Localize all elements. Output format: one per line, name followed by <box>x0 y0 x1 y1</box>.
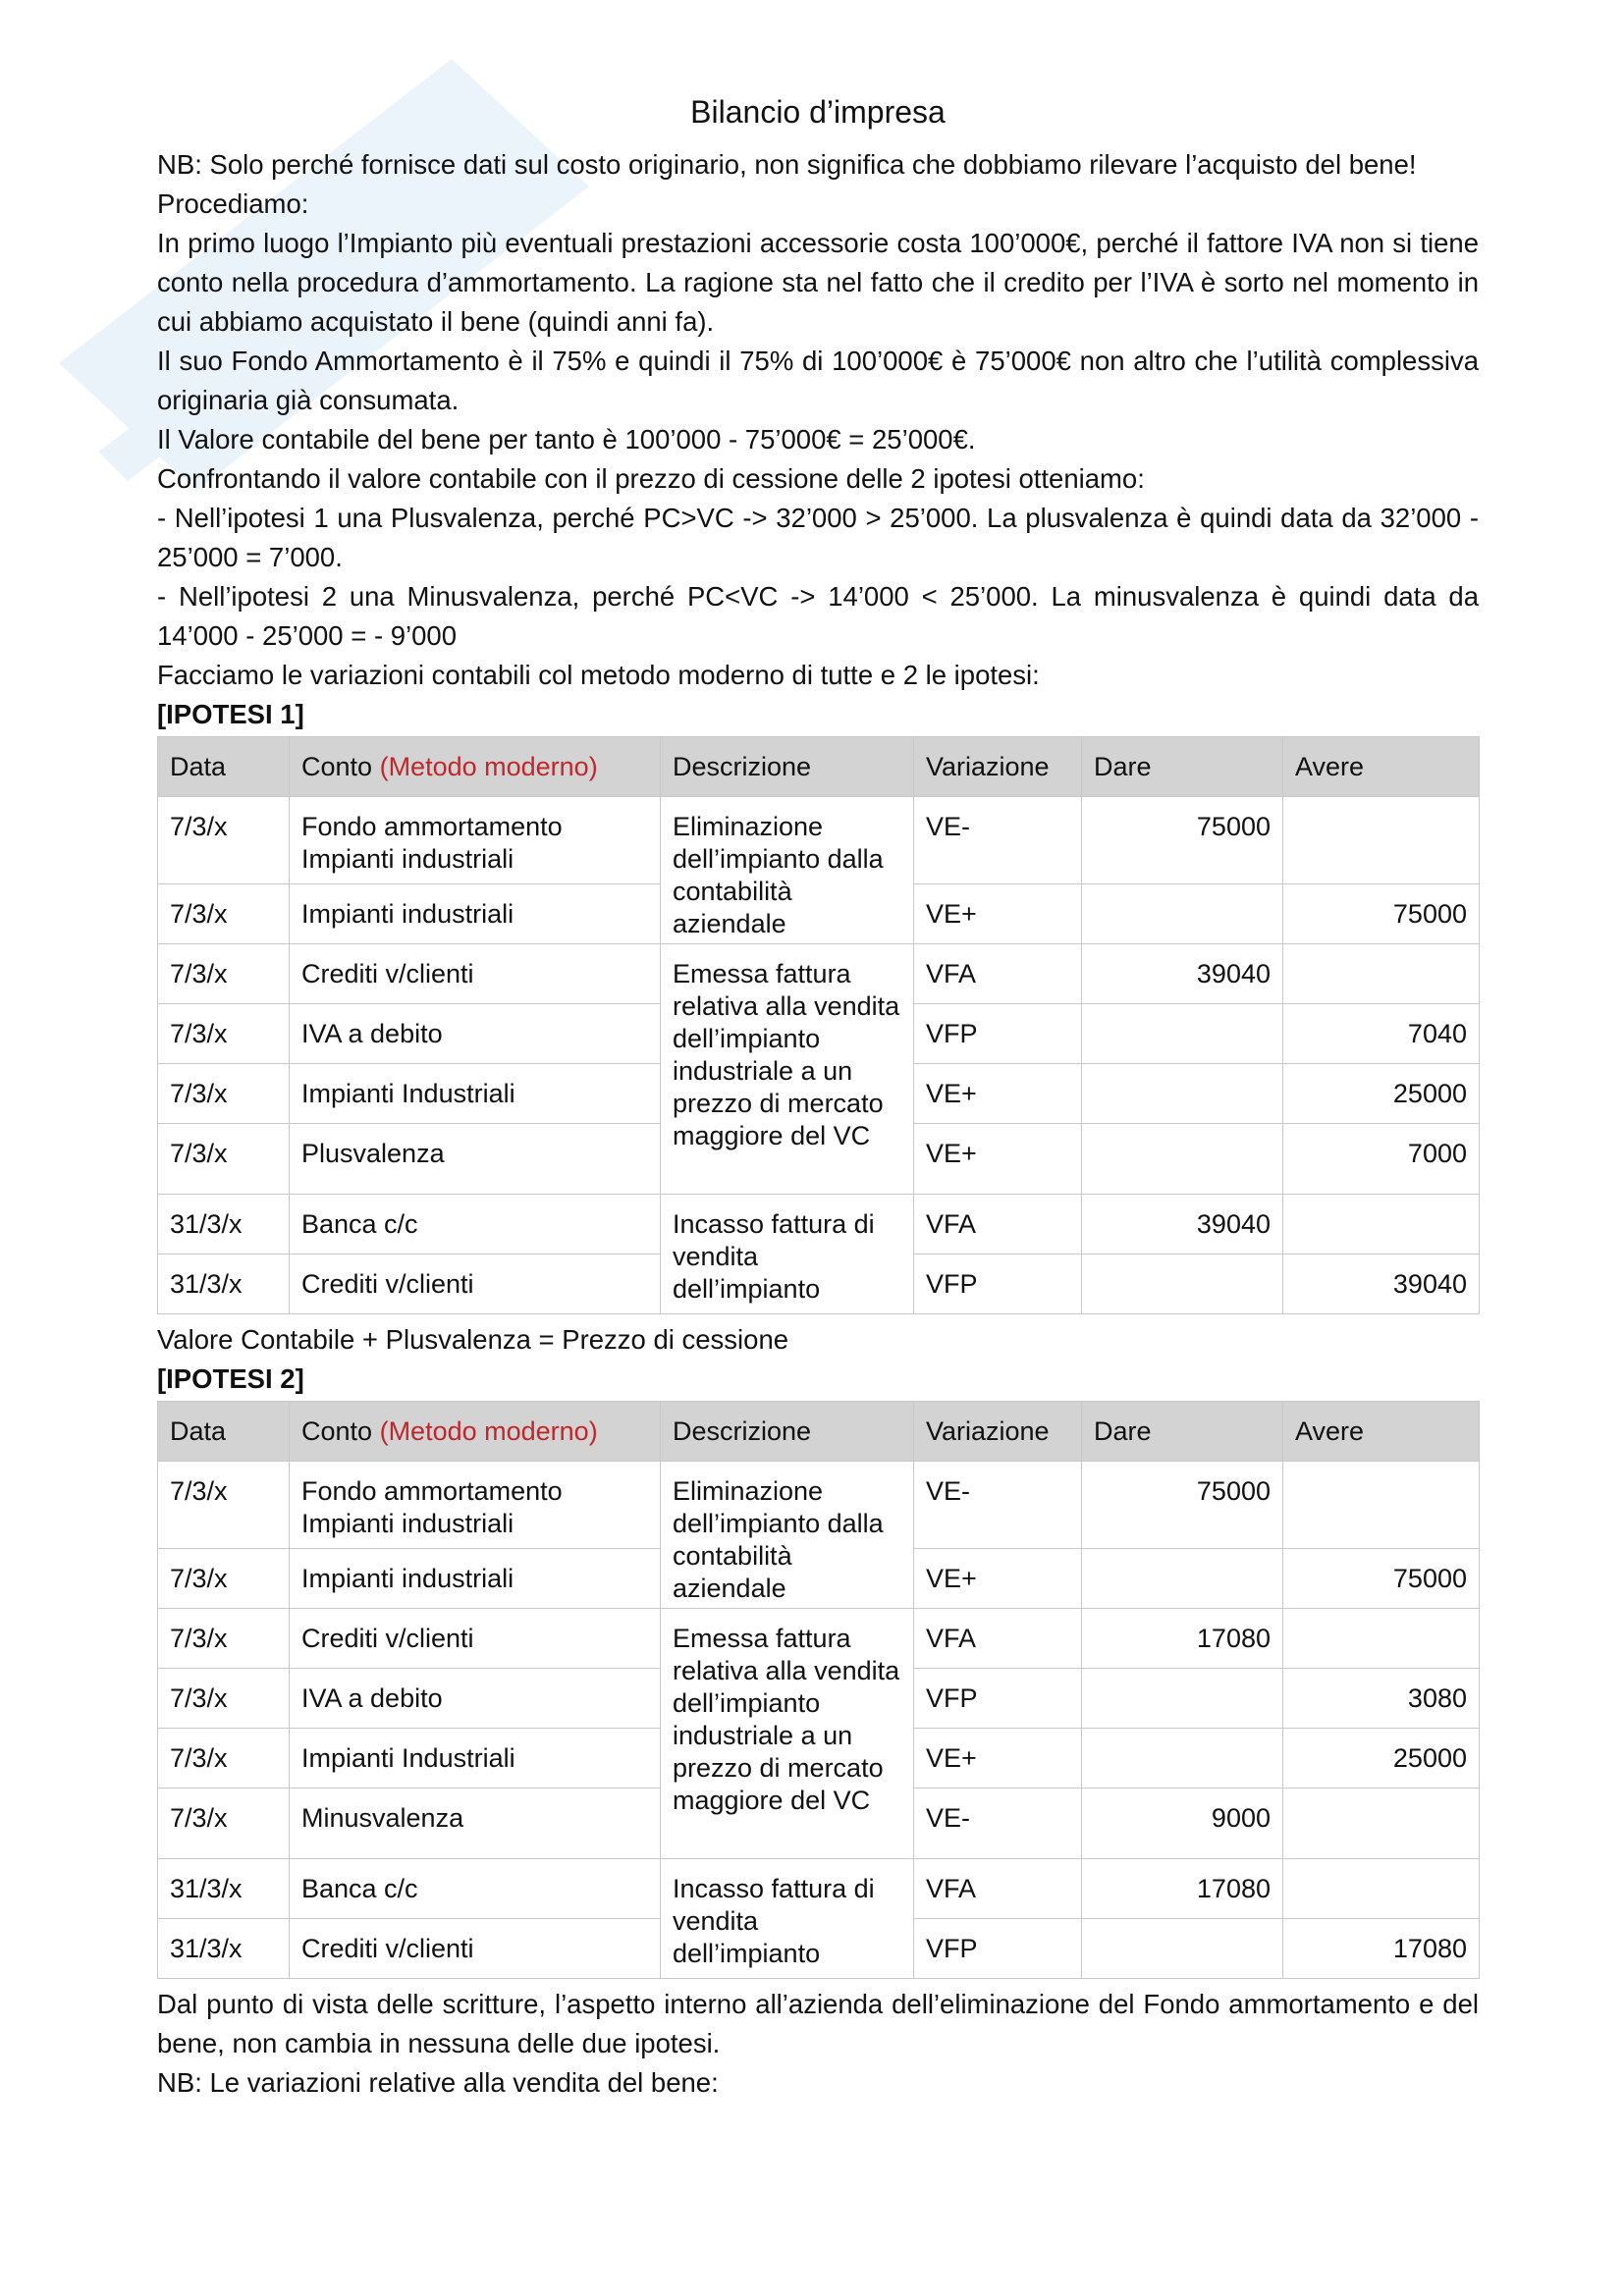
cell-variazione: VFA <box>914 944 1082 1004</box>
col-header-dare: Dare <box>1082 1402 1283 1462</box>
paragraph: Il suo Fondo Ammortamento è il 75% e quindi il 75% di 100’000€ è 75’000€ non altro che l’utilità complessiva originaria già consumata. <box>157 346 1479 415</box>
cell-dare <box>1082 1004 1283 1064</box>
cell-dare: 39040 <box>1082 1195 1283 1255</box>
cell-variazione: VE- <box>914 1462 1082 1549</box>
paragraph: Facciamo le variazioni contabili col metodo moderno di tutte e 2 le ipotesi: <box>157 660 1040 690</box>
paragraph: - Nell’ipotesi 1 una Plusvalenza, perché PC>VC -> 32’000 > 25’000. La plusvalenza è quindi data da 32’000 - 25’000 = 7’000. <box>157 503 1479 572</box>
col-header-dare: Dare <box>1082 737 1283 797</box>
cell-variazione: VE- <box>914 1789 1082 1859</box>
cell-descrizione: Emessa fattura relativa alla vendita dell’impianto industriale a un prezzo di mercato maggiore del VC <box>661 1609 914 1859</box>
table-row <box>158 1462 1480 1549</box>
cell-dare <box>1082 1919 1283 1979</box>
cell-data: 7/3/x <box>158 944 290 1004</box>
cell-conto: Fondo ammortamento Impianti industriali <box>290 1462 661 1549</box>
metodo-moderno-note: (Metodo moderno) <box>379 751 598 781</box>
intro-paragraphs <box>157 145 1479 695</box>
cell-avere <box>1283 944 1480 1004</box>
cell-conto: Impianti industriali <box>290 1549 661 1609</box>
conto-label: Conto <box>301 1415 373 1446</box>
cell-variazione: VE+ <box>914 1549 1082 1609</box>
table-row <box>158 1609 1480 1669</box>
cell-data: 7/3/x <box>158 1064 290 1124</box>
cell-dare <box>1082 1255 1283 1314</box>
cell-variazione: VFP <box>914 1004 1082 1064</box>
cell-data: 7/3/x <box>158 1549 290 1609</box>
cell-descrizione: Eliminazione dell’impianto dalla contabilità aziendale <box>661 797 914 944</box>
cell-avere <box>1283 1609 1480 1669</box>
col-header-variazione: Variazione <box>914 1402 1082 1462</box>
cell-avere: 39040 <box>1283 1255 1480 1314</box>
table-row <box>158 1195 1480 1255</box>
cell-avere: 25000 <box>1283 1064 1480 1124</box>
paragraph: NB: Le variazioni relative alla vendita del bene: <box>157 2067 719 2098</box>
conto-label: Conto <box>301 751 373 781</box>
cell-avere <box>1283 1859 1480 1919</box>
hypothesis-2-label: [IPOTESI 2] <box>157 1363 304 1394</box>
col-header-data: Data <box>158 737 290 797</box>
cell-variazione: VFA <box>914 1859 1082 1919</box>
paragraph: Il Valore contabile del bene per tanto è 100’000 - 75’000€ = 25’000€. <box>157 424 976 454</box>
paragraph: - Nell’ipotesi 2 una Minusvalenza, perché PC<VC -> 14’000 < 25’000. La minusvalenza è quindi data da 14’000 - 25’000 = - 9’000 <box>157 581 1479 651</box>
cell-data: 7/3/x <box>158 1124 290 1195</box>
paragraph: In primo luogo l’Impianto più eventuali prestazioni accessorie costa 100’000€, perché il fattore IVA non si tiene conto nella procedura d’ammortamento. La ragione sta nel fatto che il credito per l’IVA è sorto nel momento in cui abbiamo acquistato il bene (quindi anni fa). <box>157 228 1479 337</box>
cell-variazione: VE+ <box>914 1064 1082 1124</box>
document-page <box>157 90 1479 2103</box>
cell-conto: Crediti v/clienti <box>290 944 661 1004</box>
paragraph: Dal punto di vista delle scritture, l’aspetto interno all’azienda dell’eliminazione del Fondo ammortamento e del bene, non cambia in nessuna delle due ipotesi. <box>157 1989 1479 2058</box>
paragraph: NB: Solo perché fornisce dati sul costo originario, non significa che dobbiamo rilevare l’acquisto del bene! <box>157 149 1417 180</box>
cell-data: 7/3/x <box>158 1609 290 1669</box>
formula-note: Valore Contabile + Plusvalenza = Prezzo di cessione <box>157 1324 789 1355</box>
cell-variazione: VE+ <box>914 1729 1082 1789</box>
cell-variazione: VFP <box>914 1919 1082 1979</box>
col-header-descrizione: Descrizione <box>661 737 914 797</box>
cell-conto: Crediti v/clienti <box>290 1919 661 1979</box>
cell-variazione: VFP <box>914 1255 1082 1314</box>
cell-conto: Crediti v/clienti <box>290 1609 661 1669</box>
journal-table-hypothesis-2 <box>157 1401 1480 1979</box>
closing-paragraphs <box>157 1985 1479 2103</box>
cell-avere <box>1283 1462 1480 1549</box>
cell-descrizione: Emessa fattura relativa alla vendita dell’impianto industriale a un prezzo di mercato maggiore del VC <box>661 944 914 1195</box>
cell-variazione: VE+ <box>914 1124 1082 1195</box>
paragraph: Confrontando il valore contabile con il prezzo di cessione delle 2 ipotesi otteniamo: <box>157 463 1145 494</box>
col-header-conto <box>290 1402 661 1462</box>
cell-dare: 39040 <box>1082 944 1283 1004</box>
cell-conto: Plusvalenza <box>290 1124 661 1195</box>
cell-conto: Minusvalenza <box>290 1789 661 1859</box>
cell-avere <box>1283 1195 1480 1255</box>
cell-dare <box>1082 1549 1283 1609</box>
cell-data: 7/3/x <box>158 1462 290 1549</box>
cell-avere: 75000 <box>1283 1549 1480 1609</box>
cell-avere: 7000 <box>1283 1124 1480 1195</box>
cell-dare: 9000 <box>1082 1789 1283 1859</box>
cell-dare: 17080 <box>1082 1859 1283 1919</box>
cell-dare: 75000 <box>1082 1462 1283 1549</box>
cell-data: 7/3/x <box>158 1004 290 1064</box>
cell-dare: 75000 <box>1082 797 1283 884</box>
cell-avere: 17080 <box>1283 1919 1480 1979</box>
cell-data: 7/3/x <box>158 797 290 884</box>
cell-avere: 3080 <box>1283 1669 1480 1729</box>
col-header-avere: Avere <box>1283 1402 1480 1462</box>
table-header-row <box>158 1402 1480 1462</box>
col-header-conto <box>290 737 661 797</box>
cell-conto: Impianti industriali <box>290 884 661 944</box>
cell-dare: 17080 <box>1082 1609 1283 1669</box>
table-row <box>158 1859 1480 1919</box>
cell-conto: Fondo ammortamento Impianti industriali <box>290 797 661 884</box>
cell-variazione: VFA <box>914 1195 1082 1255</box>
page-title: Bilancio d’impresa <box>690 94 946 130</box>
cell-conto: Impianti Industriali <box>290 1729 661 1789</box>
cell-variazione: VFA <box>914 1609 1082 1669</box>
cell-data: 7/3/x <box>158 1669 290 1729</box>
cell-dare <box>1082 1669 1283 1729</box>
cell-data: 31/3/x <box>158 1919 290 1979</box>
paragraph: Procediamo: <box>157 188 309 219</box>
cell-data: 7/3/x <box>158 884 290 944</box>
cell-data: 7/3/x <box>158 1729 290 1789</box>
col-header-descrizione: Descrizione <box>661 1402 914 1462</box>
cell-avere: 25000 <box>1283 1729 1480 1789</box>
cell-descrizione: Incasso fattura di vendita dell’impianto <box>661 1195 914 1314</box>
cell-conto: Banca c/c <box>290 1195 661 1255</box>
cell-descrizione: Eliminazione dell’impianto dalla contabilità aziendale <box>661 1462 914 1609</box>
cell-dare <box>1082 1729 1283 1789</box>
cell-variazione: VFP <box>914 1669 1082 1729</box>
cell-avere: 75000 <box>1283 884 1480 944</box>
cell-dare <box>1082 1124 1283 1195</box>
cell-conto: Crediti v/clienti <box>290 1255 661 1314</box>
cell-dare <box>1082 1064 1283 1124</box>
cell-descrizione: Incasso fattura di vendita dell’impianto <box>661 1859 914 1979</box>
col-header-avere: Avere <box>1283 737 1480 797</box>
cell-dare <box>1082 884 1283 944</box>
cell-conto: Impianti Industriali <box>290 1064 661 1124</box>
col-header-data: Data <box>158 1402 290 1462</box>
col-header-variazione: Variazione <box>914 737 1082 797</box>
metodo-moderno-note: (Metodo moderno) <box>379 1415 598 1446</box>
cell-data: 31/3/x <box>158 1255 290 1314</box>
cell-variazione: VE- <box>914 797 1082 884</box>
journal-table-hypothesis-1 <box>157 736 1480 1314</box>
cell-data: 31/3/x <box>158 1195 290 1255</box>
cell-avere <box>1283 1789 1480 1859</box>
cell-conto: IVA a debito <box>290 1669 661 1729</box>
cell-conto: IVA a debito <box>290 1004 661 1064</box>
table-row <box>158 797 1480 884</box>
table-header-row <box>158 737 1480 797</box>
cell-avere <box>1283 797 1480 884</box>
cell-conto: Banca c/c <box>290 1859 661 1919</box>
cell-data: 31/3/x <box>158 1859 290 1919</box>
cell-variazione: VE+ <box>914 884 1082 944</box>
table-row <box>158 944 1480 1004</box>
cell-data: 7/3/x <box>158 1789 290 1859</box>
hypothesis-1-label: [IPOTESI 1] <box>157 699 304 729</box>
cell-avere: 7040 <box>1283 1004 1480 1064</box>
